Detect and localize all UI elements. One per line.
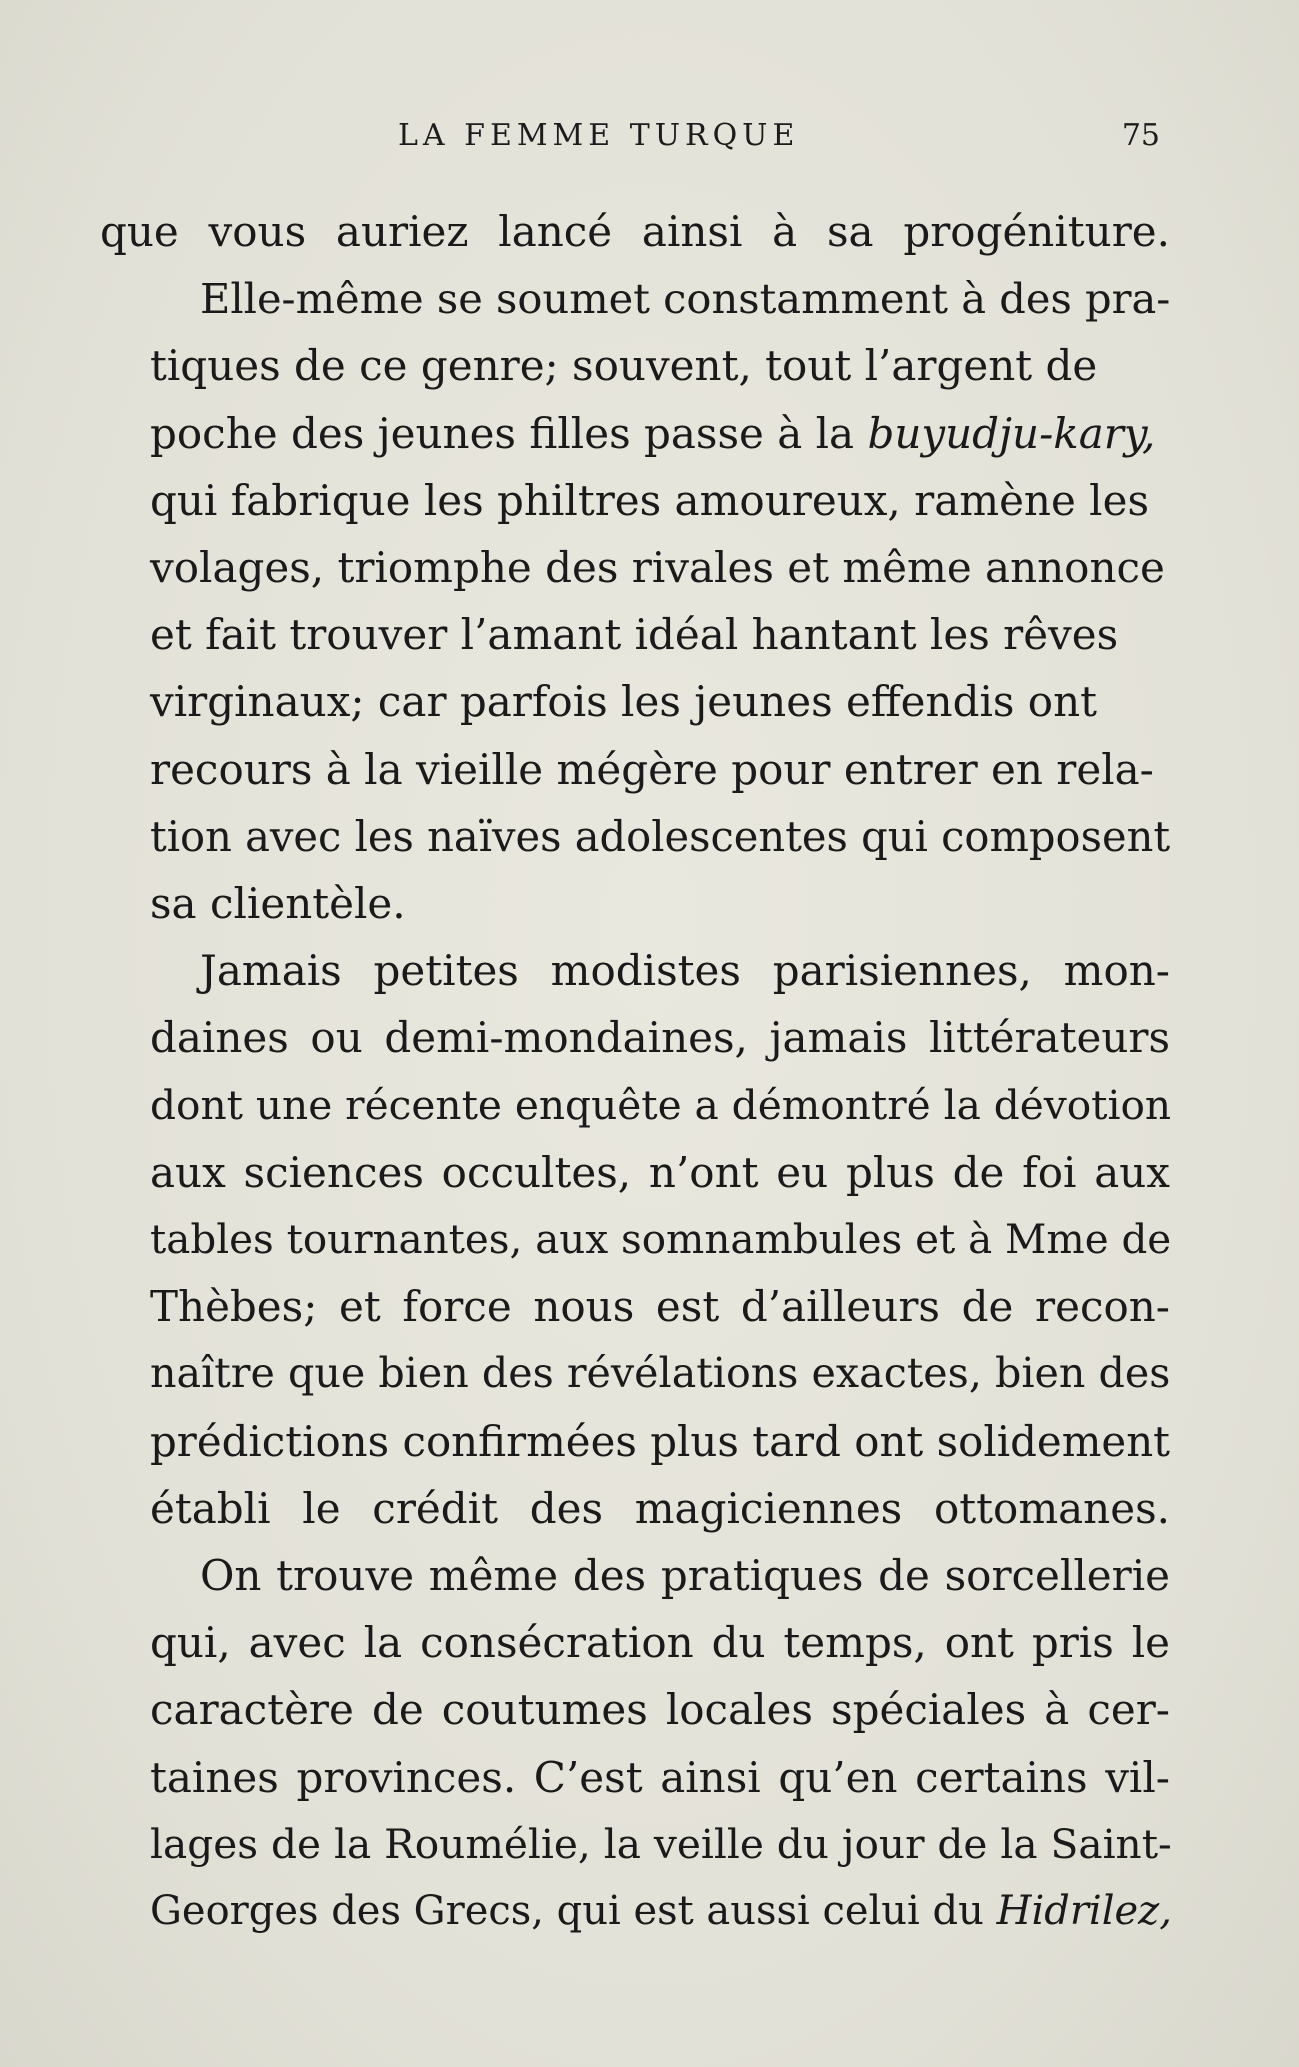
text-line: qui fabrique les philtres amoureux, ramène les — [150, 475, 1150, 525]
text-line: naître que bien des révélations exactes, bien des — [150, 1349, 1171, 1398]
text-line: tiques de ce genre; souvent, tout l’argent de — [150, 341, 1098, 391]
paragraph-1 — [100, 198, 1170, 265]
italic-term-buyudju-kary: buyudju-kary, — [867, 408, 1156, 458]
text-line: tion avec les naïves adolescentes qui composent — [150, 811, 1171, 861]
paragraph-2 — [100, 265, 1170, 937]
text-line: que vous auriez lancé ainsi à sa progéniture. — [100, 207, 1170, 256]
text-line: qui, avec la consécration du temps, ont pris le — [150, 1618, 1170, 1668]
text-line-with-term — [100, 1878, 1170, 1945]
text-line: virginaux; car parfois les jeunes effendis ont — [150, 677, 1098, 727]
text-segment: Georges des Grecs, qui est aussi celui du — [150, 1888, 984, 1935]
text-line: recours à la vieille mégère pour entrer en rela- — [150, 744, 1154, 794]
text-line: lages de la Roumélie, la veille du jour de la Saint- — [150, 1819, 1172, 1868]
running-title: LA FEMME TURQUE — [398, 118, 800, 153]
text-line: taines provinces. C’est ainsi qu’en certains vil- — [150, 1752, 1170, 1802]
italic-term-hidrilez: Hidrilez, — [996, 1888, 1172, 1935]
paragraph-3 — [100, 937, 1170, 1542]
text-line: tables tournantes, aux somnambules et à Mme de — [150, 1215, 1172, 1264]
text-line: Thèbes; et force nous est d’ailleurs de recon- — [150, 1282, 1170, 1332]
text-line-with-term — [100, 400, 1170, 467]
text-line: prédictions confirmées plus tard ont solidement — [150, 1416, 1170, 1466]
text-line: établi le crédit des magiciennes ottomanes. — [150, 1483, 1170, 1533]
text-line: volages, triomphe des rivales et même annonce — [150, 543, 1165, 593]
text-line: Jamais petites modistes parisiennes, mon- — [200, 946, 1170, 996]
text-line-last: sa clientèle. — [150, 879, 406, 929]
text-segment: poche des jeunes filles passe à la — [150, 408, 855, 458]
page-header — [100, 118, 1180, 168]
text-line: Elle-même se soumet constamment à des pra- — [200, 274, 1171, 324]
text-line: caractère de coutumes locales spéciales à cer- — [150, 1685, 1170, 1735]
text-line: et fait trouver l’amant idéal hantant les rêves — [150, 610, 1119, 660]
text-line: On trouve même des pratiques de sorcellerie — [200, 1551, 1170, 1601]
page-number: 75 — [1121, 118, 1160, 153]
body-text — [100, 198, 1170, 1945]
text-line: aux sciences occultes, n’ont eu plus de foi aux — [150, 1147, 1170, 1197]
text-line: daines ou demi-mondaines, jamais littérateurs — [150, 1013, 1170, 1063]
paragraph-4 — [100, 1542, 1170, 1945]
text-line: dont une récente enquête a démontré la dévotion — [150, 1080, 1172, 1129]
